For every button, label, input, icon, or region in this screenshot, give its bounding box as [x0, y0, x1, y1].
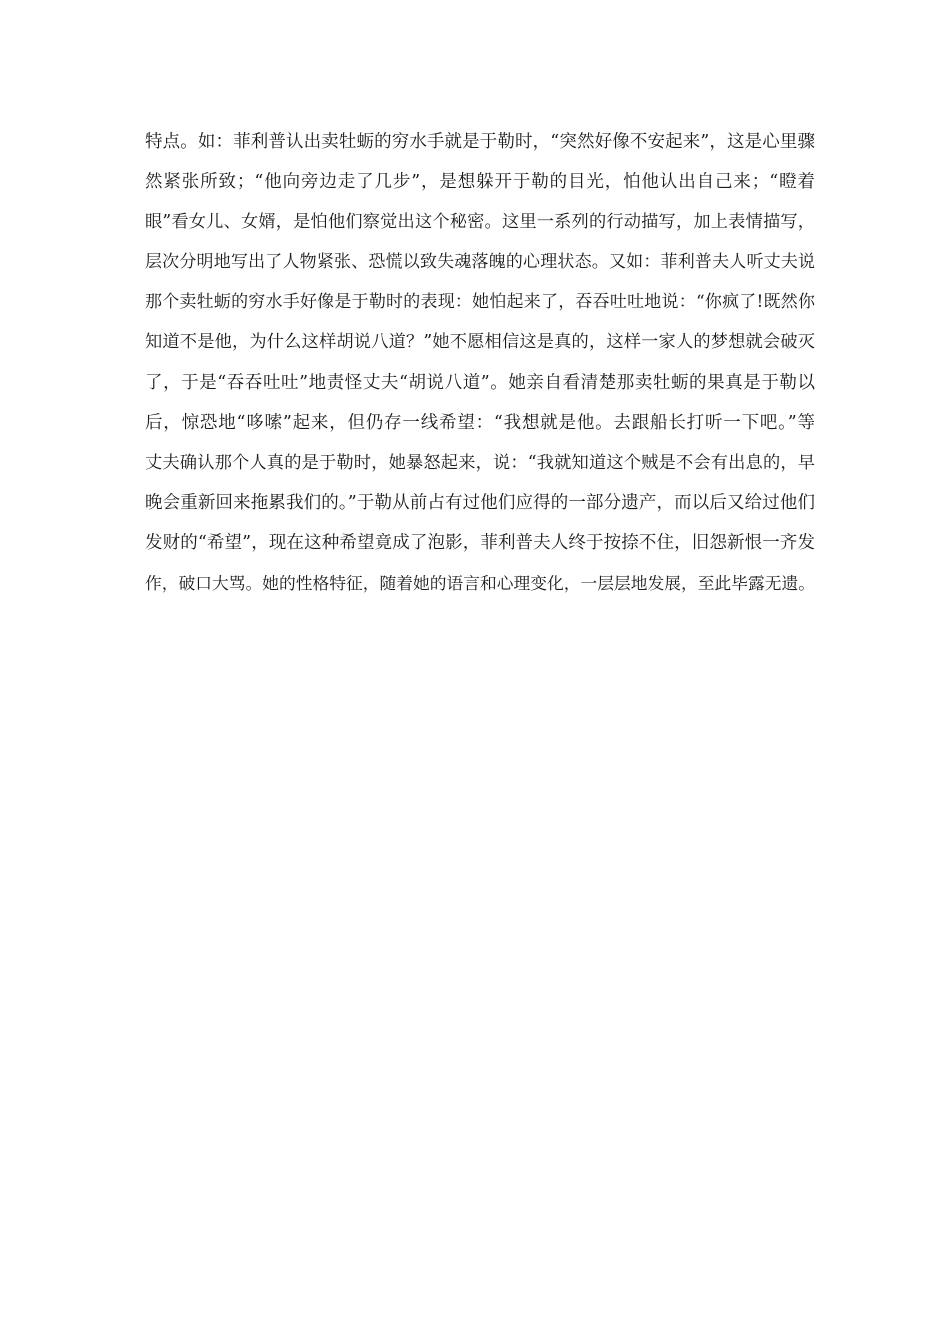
paragraph-line-2: 然紧张所致；“他向旁边走了几步”，是想躲开于勒的目光，怕他认出自己来；“瞪着 — [145, 172, 815, 193]
paragraph-line-7: 了，于是“吞吞吐吐”地责怪丈夫“胡说八道”。她亲自看清楚那卖牡蛎的果真是于勒以 — [145, 372, 815, 393]
paragraph-line-4: 层次分明地写出了人物紧张、恐慌以致失魂落魄的心理状态。又如：菲利普夫人听丈夫说 — [145, 252, 815, 273]
paragraph-line-9: 丈夫确认那个人真的是于勒时，她暴怒起来，说：“我就知道这个贼是不会有出息的，早 — [145, 452, 815, 473]
paragraph-line-8: 后，惊恐地“哆嗦”起来，但仍存一线希望：“我想就是他。去跟船长打听一下吧。”等 — [145, 412, 815, 433]
paragraph-line-6: 知道不是他，为什么这样胡说八道？”她不愿相信这是真的，这样一家人的梦想就会破灭 — [145, 332, 815, 353]
paragraph-line-10: 晚会重新回来拖累我们的。”于勒从前占有过他们应得的一部分遗产，而以后又给过他们 — [145, 492, 815, 513]
paragraph-line-11: 发财的“希望”，现在这种希望竟成了泡影，菲利普夫人终于按捺不住，旧怨新恨一齐发 — [145, 532, 815, 553]
paragraph-line-12: 作，破口大骂。她的性格特征，随着她的语言和心理变化，一层层地发展，至此毕露无遗。 — [145, 573, 816, 594]
paragraph-line-1: 特点。如：菲利普认出卖牡蛎的穷水手就是于勒时，“突然好像不安起来”，这是心里骤 — [145, 132, 815, 152]
body-paragraph — [145, 122, 815, 603]
paragraph-line-3: 眼”看女儿、女婿，是怕他们察觉出这个秘密。这里一系列的行动描写，加上表情描写， — [145, 212, 815, 233]
paragraph-line-5: 那个卖牡蛎的穷水手好像是于勒时的表现：她怕起来了，吞吞吐吐地说：“你疯了!既然你 — [145, 292, 815, 313]
